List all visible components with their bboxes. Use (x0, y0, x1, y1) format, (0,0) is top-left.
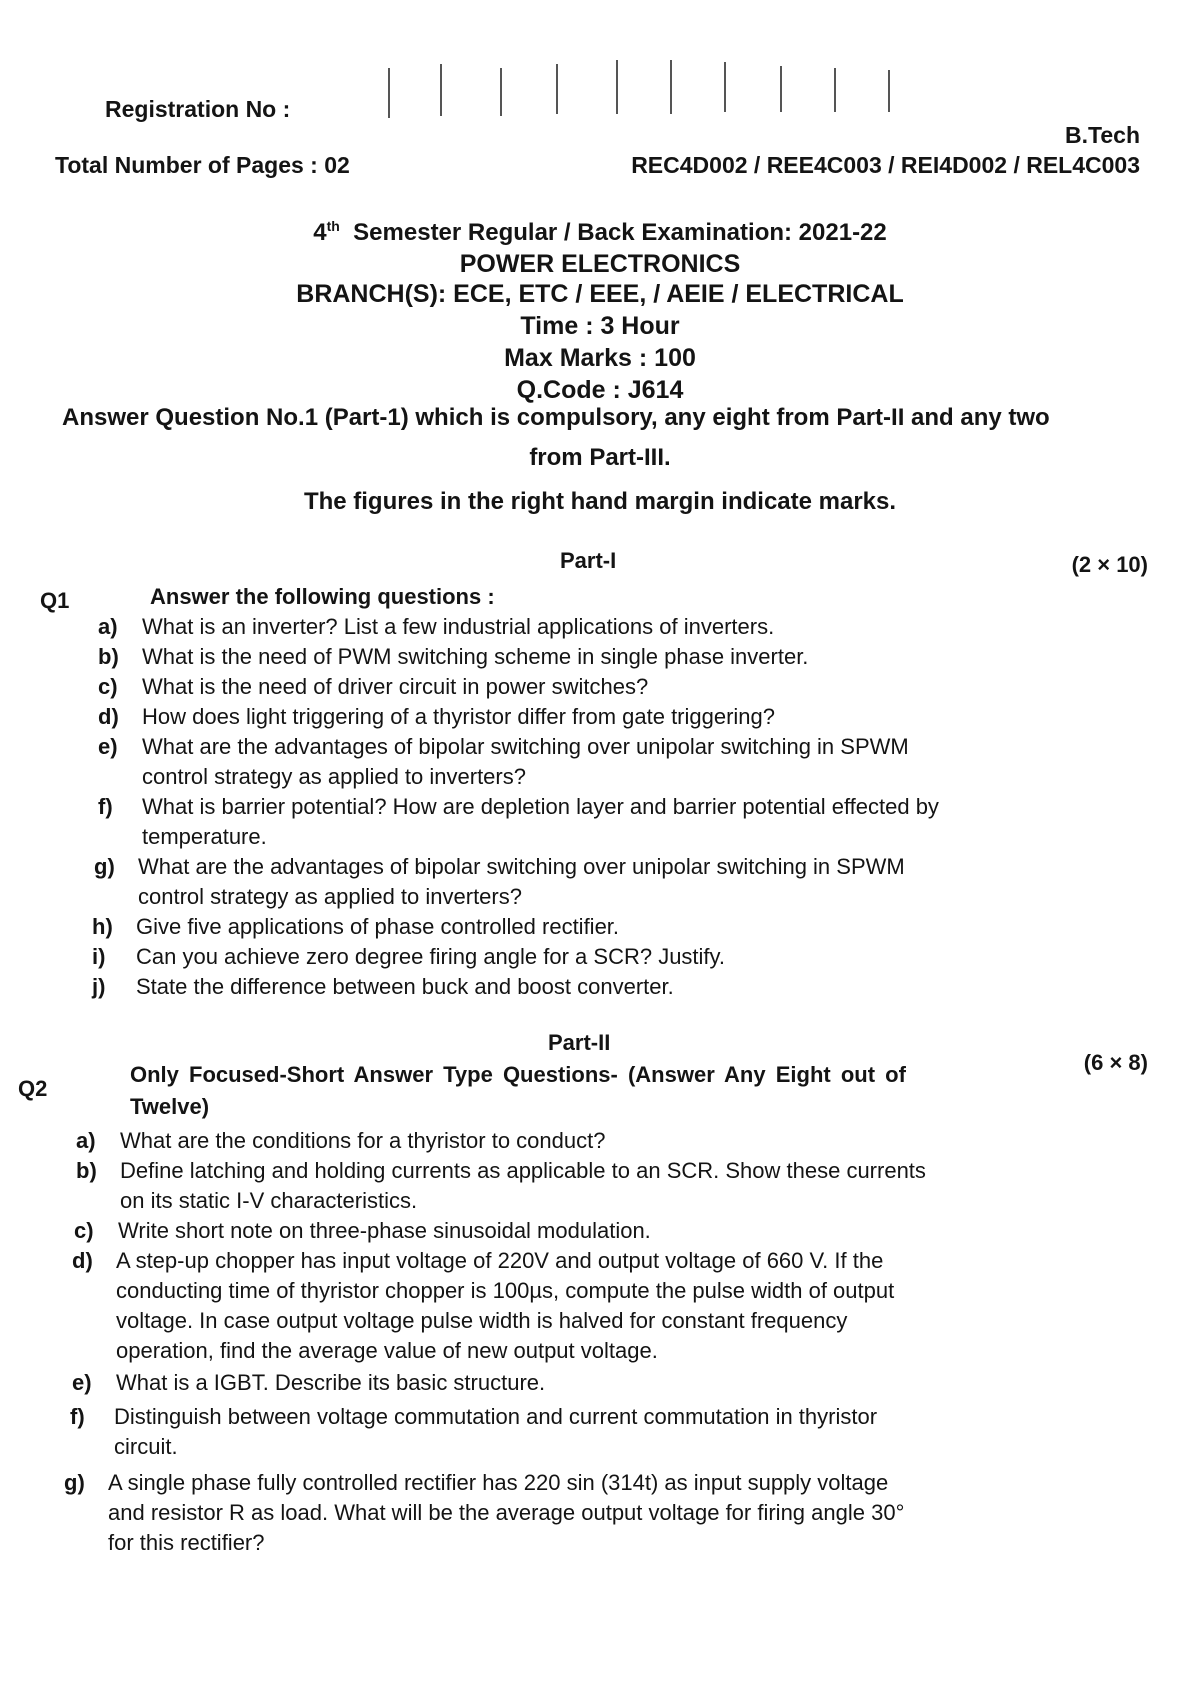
item-label: f) (70, 1404, 85, 1429)
part1-marks: (2 × 10) (1071, 552, 1148, 577)
item-text-cont: conducting time of thyristor chopper is 100µs, compute the pulse width of output (116, 1278, 895, 1303)
item-label: e) (72, 1370, 92, 1395)
item-text: Give five applications of phase controlled rectifier. (136, 914, 620, 939)
item-text: State the difference between buck and boost converter. (136, 974, 674, 999)
item-text: Define latching and holding currents as applicable to an SCR. Show these currents (120, 1158, 926, 1183)
item-text: How does light triggering of a thyristor differ from gate triggering? (142, 704, 776, 729)
item-text-cont: on its static I-V characteristics. (120, 1188, 418, 1213)
item-text-cont: temperature. (142, 824, 267, 849)
item-text: Write short note on three-phase sinusoidal modulation. (118, 1218, 651, 1243)
semester-number: 4 (313, 219, 327, 246)
part2-heading: Part-II (548, 1030, 611, 1055)
item-label: d) (98, 704, 119, 729)
item-text: What are the conditions for a thyristor to conduct? (120, 1128, 606, 1153)
exam-time: Time : 3 Hour (520, 312, 680, 340)
q1-title: Answer the following questions : (150, 584, 495, 609)
item-text: What is an inverter? List a few industrial applications of inverters. (142, 614, 775, 639)
item-label: h) (92, 914, 113, 939)
instruction-line-2: from Part-III. (529, 444, 671, 471)
question-code: Q.Code : J614 (516, 376, 684, 404)
item-text-cont: and resistor R as load. What will be the average output voltage for firing angle 30° (108, 1500, 905, 1525)
item-text: What is a IGBT. Describe its basic structure. (116, 1370, 546, 1395)
q1-number: Q1 (40, 588, 70, 613)
item-text: A single phase fully controlled rectifier has 220 sin (314t) as input supply voltage (108, 1470, 889, 1495)
item-text-cont: operation, find the average value of new output voltage. (116, 1338, 658, 1363)
instruction-line-3: The figures in the right hand margin indicate marks. (303, 488, 897, 515)
q2-title-cont: Twelve) (130, 1094, 210, 1119)
item-text: What is the need of PWM switching scheme in single phase inverter. (142, 644, 809, 669)
q2-number: Q2 (18, 1076, 48, 1101)
item-label: i) (92, 944, 106, 969)
item-text: What are the advantages of bipolar switching over unipolar switching in SPWM (142, 734, 909, 759)
item-label: c) (74, 1218, 94, 1243)
part1-heading: Part-I (560, 548, 617, 573)
item-text: Distinguish between voltage commutation and current commutation in thyristor (114, 1404, 878, 1429)
total-pages: Total Number of Pages : 02 (55, 152, 350, 178)
program-label: B.Tech (1065, 122, 1140, 148)
item-label: a) (98, 614, 118, 639)
q2-title: Only Focused-Short Answer Type Questions- (Answer Any Eight out of (130, 1062, 906, 1087)
item-label: b) (76, 1158, 97, 1183)
item-text: What is barrier potential? How are depletion layer and barrier potential effected by (142, 794, 939, 819)
semester-text: Semester Regular / Back Examination: 2021-22 (353, 219, 887, 246)
item-text: A step-up chopper has input voltage of 220V and output voltage of 660 V. If the (116, 1248, 884, 1273)
item-label: e) (98, 734, 118, 759)
item-label: g) (94, 854, 115, 879)
item-label: c) (98, 674, 118, 699)
item-text-cont: voltage. In case output voltage pulse width is halved for constant frequency (116, 1308, 848, 1333)
item-text: What are the advantages of bipolar switching over unipolar switching in SPWM (138, 854, 905, 879)
semester-suffix: th (326, 218, 340, 234)
registration-label: Registration No : (105, 96, 291, 122)
item-text-cont: control strategy as applied to inverters? (138, 884, 522, 909)
max-marks: Max Marks : 100 (504, 344, 696, 372)
subject-codes: REC4D002 / REE4C003 / REI4D002 / REL4C003 (631, 152, 1140, 178)
registration-number-boxes (388, 58, 988, 118)
item-label: b) (98, 644, 119, 669)
semester-line (0, 218, 1200, 247)
item-label: d) (72, 1248, 93, 1273)
item-label: j) (92, 974, 106, 999)
item-text-cont: control strategy as applied to inverters? (142, 764, 526, 789)
item-text: Can you achieve zero degree firing angle for a SCR? Justify. (136, 944, 726, 969)
item-label: f) (98, 794, 113, 819)
instruction-line-1: Answer Question No.1 (Part-1) which is compulsory, any eight from Part-II and any two (62, 404, 1050, 431)
subject-title: POWER ELECTRONICS (459, 250, 741, 278)
part2-marks: (6 × 8) (1083, 1050, 1148, 1075)
item-label: a) (76, 1128, 96, 1153)
item-text-cont: circuit. (114, 1434, 178, 1459)
item-text: What is the need of driver circuit in power switches? (142, 674, 649, 699)
branches: BRANCH(S): ECE, ETC / EEE, / AEIE / ELECTRICAL (296, 280, 904, 308)
item-label: g) (64, 1470, 85, 1495)
item-text-cont: for this rectifier? (108, 1530, 265, 1555)
